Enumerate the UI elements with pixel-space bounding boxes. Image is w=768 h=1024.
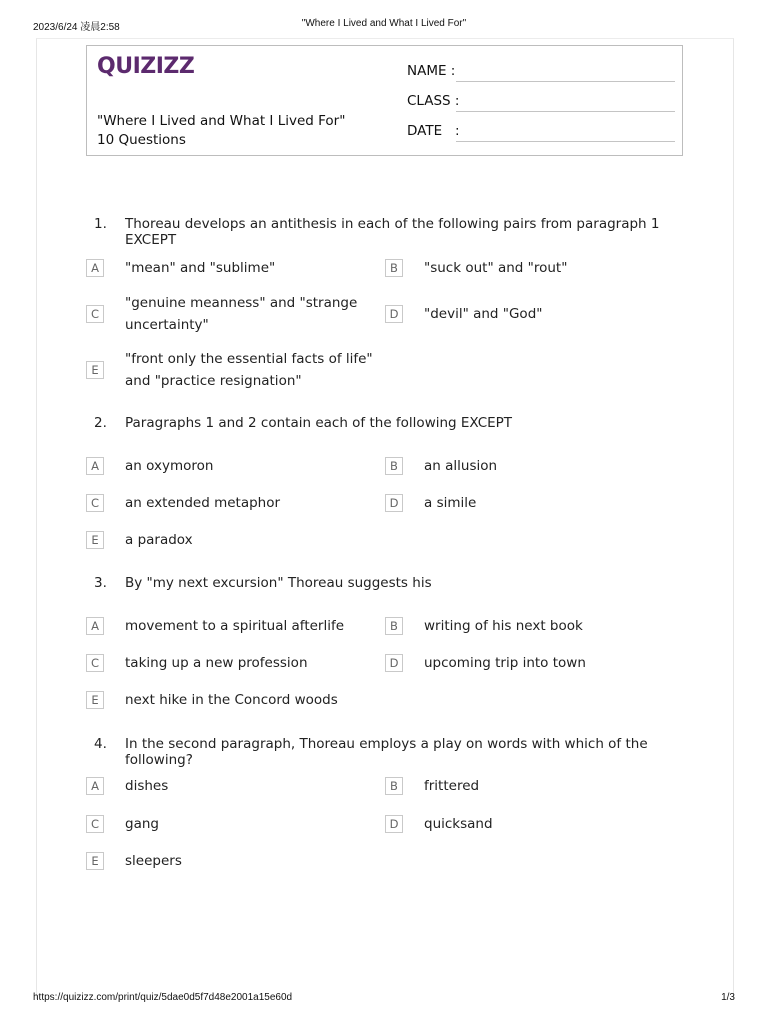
question-text: By "my next excursion" Thoreau suggests his — [125, 575, 432, 591]
question-number: 3. — [94, 575, 107, 591]
option-letter: B — [385, 457, 403, 475]
question-text: In the second paragraph, Thoreau employs a play on words with which of the following? — [125, 736, 648, 768]
option-text: sleepers — [125, 853, 182, 869]
option-letter: D — [385, 305, 403, 323]
quiz-header — [86, 45, 683, 156]
class-field — [407, 93, 675, 115]
option-text: "genuine meanness" and "strange uncertainty" — [125, 295, 358, 333]
option-text: an extended metaphor — [125, 495, 281, 511]
option-letter: B — [385, 259, 403, 277]
option-letter: D — [385, 815, 403, 833]
date-line — [456, 141, 675, 142]
question-number: 2. — [94, 415, 107, 431]
option-text: a simile — [424, 495, 477, 511]
class-label: CLASS : — [407, 93, 460, 109]
option-letter: A — [86, 617, 104, 635]
print-title: "Where I Lived and What I Lived For" — [301, 18, 467, 29]
question-text: Paragraphs 1 and 2 contain each of the following EXCEPT — [125, 415, 513, 431]
option-letter: A — [86, 777, 104, 795]
question-count: 10 Questions — [97, 132, 186, 148]
option-letter: E — [86, 691, 104, 709]
option-letter: E — [86, 361, 104, 379]
option-letter: A — [86, 259, 104, 277]
option-text: an allusion — [424, 458, 498, 474]
date-label: DATE : — [407, 123, 460, 139]
option-letter: C — [86, 494, 104, 512]
quiz-title: "Where I Lived and What I Lived For" — [97, 113, 346, 129]
name-field — [407, 63, 675, 85]
option-letter: C — [86, 815, 104, 833]
option-letter: C — [86, 654, 104, 672]
option-text: quicksand — [424, 816, 493, 832]
question-text: Thoreau develops an antithesis in each of the following pairs from paragraph 1 EXCEPT — [125, 216, 660, 248]
option-letter: B — [385, 777, 403, 795]
quizizz-logo: QUIZIZZ — [97, 54, 195, 79]
option-text: next hike in the Concord woods — [125, 692, 338, 708]
option-letter: D — [385, 494, 403, 512]
option-letter: B — [385, 617, 403, 635]
option-text: "devil" and "God" — [424, 306, 543, 322]
option-text: "suck out" and "rout" — [424, 260, 568, 276]
question-number: 1. — [94, 216, 107, 232]
option-letter: D — [385, 654, 403, 672]
option-text: movement to a spiritual afterlife — [125, 618, 345, 634]
option-text: a paradox — [125, 532, 193, 548]
page-number: 1/3 — [721, 992, 735, 1003]
option-text: "front only the essential facts of life" and "practice resignation" — [125, 351, 373, 389]
question-number: 4. — [94, 736, 107, 752]
option-text: upcoming trip into town — [424, 655, 586, 671]
option-text: "mean" and "sublime" — [125, 260, 276, 276]
option-text: frittered — [424, 778, 480, 794]
option-text: taking up a new profession — [125, 655, 308, 671]
class-line — [456, 111, 675, 112]
print-url: https://quizizz.com/print/quiz/5dae0d5f7d48e2001a15e60d — [33, 992, 293, 1003]
option-letter: E — [86, 531, 104, 549]
name-label: NAME : — [407, 63, 456, 79]
option-text: gang — [125, 816, 159, 832]
option-letter: C — [86, 305, 104, 323]
option-letter: A — [86, 457, 104, 475]
print-footer — [33, 992, 735, 1006]
option-text: an oxymoron — [125, 458, 214, 474]
date-field — [407, 123, 675, 145]
option-text: dishes — [125, 778, 169, 794]
name-line — [456, 81, 675, 82]
print-date: 2023/6/24 凌晨2:58 — [33, 22, 120, 33]
option-text: writing of his next book — [424, 618, 583, 634]
option-letter: E — [86, 852, 104, 870]
print-header — [33, 18, 735, 32]
